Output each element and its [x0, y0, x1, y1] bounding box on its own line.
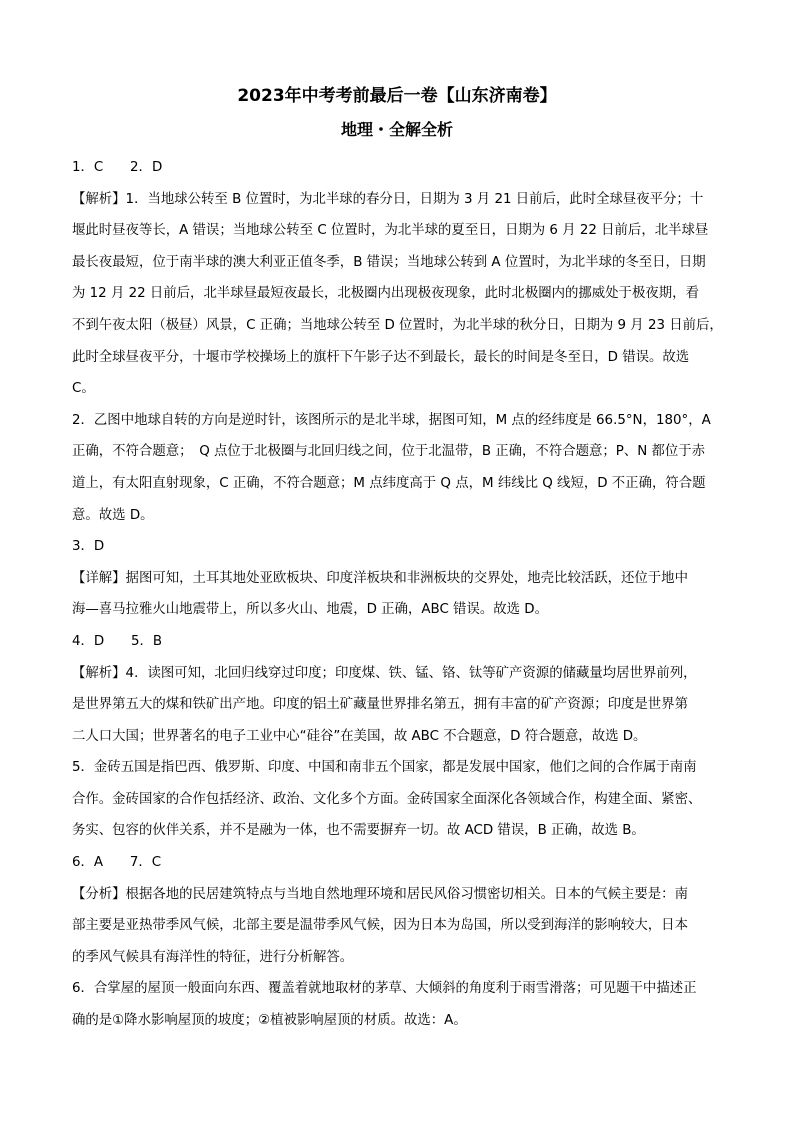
- text-line: 合作。金砖国家的合作包括经济、政治、文化多个方面。金砖国家全面深化各领域合作，构建全面、紧密、: [72, 791, 702, 807]
- text-line: 不到午夜太阳（极昼）风景，C 正确；当地球公转至 D 位置时，为北半球的秋分日，日期为 9 月 23 日前后，: [72, 317, 723, 333]
- text-line: 正确，不符合题意； Q 点位于北极圈与北回归线之间，位于北温带，B 正确，不符合题意；P、N 都位于赤: [72, 444, 706, 460]
- answer-line: 6．A 7．C: [72, 855, 162, 871]
- text-line: 为 12 月 22 日前后，北半球昼最短夜最长，北极圈内出现极夜现象，此时北极圈内的挪威处于极夜期，看: [72, 286, 699, 302]
- text-line: 堰此时昼夜等长，A 错误；当地球公转至 C 位置时，为北半球的夏至日，日期为 6 月 22 日前后，北半球昼: [72, 223, 709, 239]
- text-line: 5．金砖五国是指巴西、俄罗斯、印度、中国和南非五个国家，都是发展中国家，他们之间的合作属于南南: [72, 760, 697, 776]
- document-title: 2023年中考考前最后一卷【山东济南卷】: [237, 86, 557, 106]
- text-line: 【详解】据图可知，土耳其地处亚欧板块、印度洋板块和非洲板块的交界处，地壳比较活跃，还位于地中: [72, 570, 688, 586]
- text-line: 确的是①降水影响屋顶的坡度；②植被影响屋顶的材质。故选：A。: [72, 1013, 467, 1029]
- text-line: 【解析】4．读图可知，北回归线穿过印度；印度煤、铁、锰、铬、钛等矿产资源的储藏量均居世界前列，: [72, 665, 697, 681]
- text-line: 意。故选 D。: [72, 507, 154, 523]
- text-line: 部主要是亚热带季风气候，北部主要是温带季风气候，因为日本为岛国，所以受到海洋的影响较大，日本: [72, 918, 688, 934]
- text-line: 最长夜最短，位于南半球的澳大利亚正值冬季，B 错误；当地球公转到 A 位置时，为北半球的冬至日，日期: [72, 254, 706, 270]
- answer-line: 4．D 5．B: [72, 633, 163, 649]
- answer-line: 1．C 2．D: [72, 160, 163, 175]
- text-line: 海—喜马拉雅火山地震带上，所以多火山、地震，D 正确，ABC 错误。故选 D。: [72, 602, 548, 618]
- answer-line: 3．D: [72, 539, 105, 555]
- text-line: 2．乙图中地球自转的方向是逆时针，该图所示的是北半球，据图可知，M 点的经纬度是 66.5°N，180°，A: [72, 412, 711, 428]
- text-line: 道上，有太阳直射现象，C 正确，不符合题意；M 点纬度高于 Q 点，M 纬线比 Q 线短，D 不正确，符合题: [72, 475, 706, 491]
- text-line: 此时全球昼夜平分，十堰市学校操场上的旗杆下午影子达不到最长，最长的时间是冬至日，D 错误。故选: [72, 349, 690, 365]
- text-line: 的季风气候具有海洋性的特征，进行分析解答。: [72, 949, 354, 965]
- document-subtitle: 地理・全解全析: [340, 120, 453, 139]
- text-line: C。: [72, 381, 95, 397]
- text-line: 【分析】根据各地的民居建筑特点与当地自然地理环境和居民风俗习惯密切相关。日本的气候主要是：南: [72, 886, 688, 902]
- text-line: 【解析】1．当地球公转至 B 位置时，为北半球的春分日，日期为 3 月 21 日前后，此时全球昼夜平分；十: [72, 191, 704, 207]
- text-line: 二人口大国；世界著名的电子工业中心“硅谷”在美国，故 ABC 不合题意，D 符合题意，故选 D。: [72, 728, 647, 744]
- document-body: [72, 152, 722, 1037]
- text-line: 6．合掌屋的屋顶一般面向东西、覆盖着就地取材的茅草、大倾斜的角度利于雨雪滑落；可见题干中描述正: [72, 981, 697, 997]
- text-line: 务实、包容的伙伴关系，并不是融为一体，也不需要摒弃一切。故 ACD 错误，B 正确，故选 B。: [72, 823, 645, 839]
- text-line: 是世界第五大的煤和铁矿出产地。印度的铝土矿藏量世界排名第五，拥有丰富的矿产资源；印度是世界第: [72, 697, 688, 713]
